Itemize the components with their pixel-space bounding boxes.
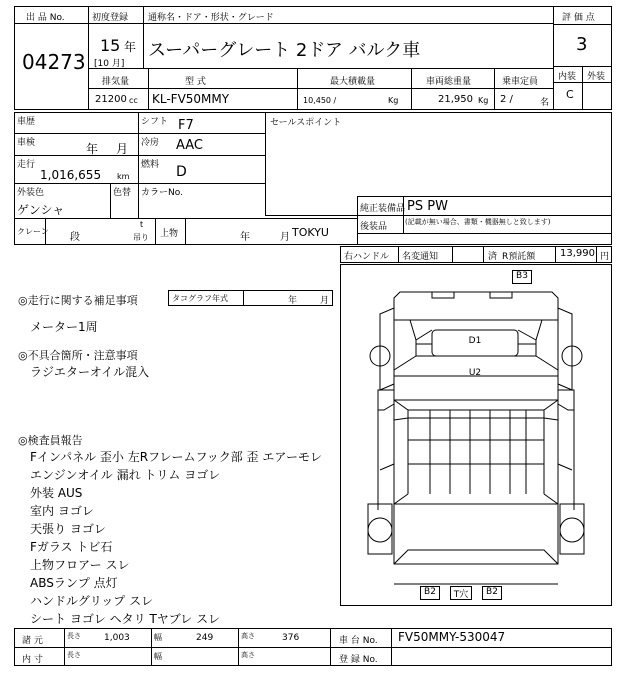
inspector-line: 上物フロアー スレ — [30, 558, 130, 572]
inspector-line: 室内 ヨゴレ — [30, 504, 94, 518]
score-value: 3 — [576, 34, 588, 55]
crane-stage: 段 — [70, 232, 80, 243]
inspection-year: 年 — [86, 142, 99, 156]
color-change-label: 色替 — [113, 188, 132, 198]
recycle-unit: 円 — [600, 252, 610, 262]
capacity: 10,450 / — [303, 96, 337, 105]
inspector-line: シート ヨゴレ ヘタリ Tヤブレ スレ — [30, 612, 221, 626]
inspector-line: ハンドルグリップ スレ — [30, 594, 154, 608]
interior-dims-label: 内 寸 — [22, 655, 43, 665]
inspector-line: エンジンオイル 漏れ トリム ヨゴレ — [30, 468, 221, 482]
ac-label: 冷房 — [141, 138, 160, 148]
reg-month: [10 月] — [94, 59, 125, 69]
inspector-line: Fインパネル 歪小 左Rフレームフック部 歪 エアーモレ — [30, 450, 322, 464]
model: KL-FV50MMY — [152, 92, 230, 106]
name-change-label: 名変通知 — [402, 252, 439, 262]
displacement: 21200 — [95, 94, 127, 105]
length-label: 長さ — [67, 632, 81, 640]
ext-color-value: ゲンシャ — [17, 203, 65, 217]
chassis-value: FV50MMY-530047 — [398, 630, 506, 644]
gross: 21,950 — [438, 94, 473, 105]
truck-diagram — [340, 264, 612, 606]
interior-label: 内装 — [558, 72, 577, 82]
body-maker: TOKYU — [292, 226, 329, 239]
inspector-title: ◎検査員報告 — [18, 434, 83, 447]
exterior-label: 外装 — [587, 72, 606, 82]
defect-note: ラジエターオイル混入 — [30, 365, 150, 379]
mileage-label: 走行 — [17, 160, 36, 170]
running-notes-title: ◎走行に関する補足事項 — [18, 294, 138, 307]
diagram-mark-b2-right: B2 — [482, 586, 502, 600]
color-code-label: カラーNo. — [141, 188, 183, 198]
displacement-label: 排気量 — [102, 77, 130, 87]
inspector-line: ABSランプ 点灯 — [30, 576, 118, 590]
interior-grade: C — [566, 88, 574, 101]
inspector-line: Fガラス トビ石 — [30, 540, 113, 554]
rhd-label: 右ハンドル — [344, 252, 390, 262]
body-month: 月 — [280, 232, 290, 243]
height-value: 376 — [282, 633, 300, 643]
diagram-mark-t-hole: T穴 — [450, 586, 472, 600]
fuel-label: 燃料 — [141, 160, 160, 170]
dims-label: 諸 元 — [22, 636, 43, 646]
recycle-label: R預託額 — [502, 252, 536, 262]
capacity-unit: Kg — [388, 96, 399, 105]
gross-label: 車両総重量 — [426, 77, 472, 87]
diagram-mark-b2-left: B2 — [420, 586, 440, 600]
model-label: 型 式 — [185, 77, 206, 87]
ext-color-label: 外装色 — [17, 188, 45, 198]
lot-label: 出 品 No. — [26, 13, 65, 23]
sales-point-label: セールスポイント — [270, 118, 342, 128]
lot-number: 04273 — [22, 50, 86, 74]
aftermarket-label: 後装品 — [360, 222, 388, 232]
reg-year-unit: 年 — [124, 40, 137, 54]
shift-label: シフト — [141, 117, 169, 127]
aftermarket-note: (記載が無い場合、書類・機器無しと致します) — [405, 218, 551, 226]
inspection-month: 月 — [116, 142, 129, 156]
interior-height-label: 高さ — [241, 651, 255, 659]
inspection-label: 車検 — [17, 138, 36, 148]
reg-year: 15 — [100, 36, 121, 55]
equipment-value: PS PW — [407, 199, 448, 214]
score-label: 評 価 点 — [562, 13, 595, 23]
mileage-value: 1,016,655 — [40, 168, 102, 182]
history-label: 車歴 — [17, 117, 36, 127]
crane-lift: t — [140, 220, 144, 229]
equipment-label: 純正装備品 — [360, 204, 406, 214]
diagram-mark-d1: D1 — [468, 336, 482, 346]
width-value: 249 — [196, 633, 214, 643]
crane-label: クレーン — [17, 227, 49, 236]
running-note: メーター1周 — [30, 320, 98, 334]
name-label: 通称名・ドア・形状・グレード — [148, 13, 274, 23]
capacity-label: 最大積載量 — [330, 77, 376, 87]
displacement-unit: cc — [129, 96, 138, 105]
tacho-year: 年 — [288, 296, 298, 306]
interior-length-label: 長さ — [67, 651, 81, 659]
reg-label: 初度登録 — [92, 13, 129, 23]
length-value: 1,003 — [104, 633, 130, 643]
reg-no-label: 登 録 No. — [339, 655, 378, 665]
crane-lift-unit: 吊り — [133, 233, 149, 242]
width-label: 幅 — [154, 633, 162, 642]
chassis-label: 車 台 No. — [339, 636, 378, 646]
defect-title: ◎不具合箇所・注意事項 — [18, 349, 138, 362]
gross-unit: Kg — [478, 96, 489, 105]
body-year: 年 — [240, 232, 250, 243]
seats-label: 乗車定員 — [502, 77, 539, 87]
diagram-mark-b3: B3 — [512, 270, 532, 284]
diagram-mark-u2: U2 — [468, 368, 482, 378]
shift-value: F7 — [178, 118, 194, 133]
inspector-line: 天張り ヨゴレ — [30, 522, 106, 536]
height-label: 高さ — [241, 632, 255, 640]
seats: 2 / — [500, 94, 513, 105]
recycle-amount: 13,990 — [560, 248, 595, 259]
fuel-value: D — [176, 164, 187, 180]
inspector-line: 外装 AUS — [30, 486, 83, 500]
ac-value: AAC — [176, 138, 203, 153]
mileage-unit: km — [117, 172, 130, 181]
seats-unit: 名 — [540, 98, 550, 108]
body-label: 上物 — [160, 229, 179, 239]
interior-width-label: 幅 — [154, 652, 162, 661]
car-name: スーパーグレート 2ドア バルク車 — [148, 40, 421, 61]
tacho-month: 月 — [320, 296, 330, 306]
recycle-done: 済 — [488, 252, 498, 262]
tacho-label: タコグラフ年式 — [172, 294, 228, 303]
